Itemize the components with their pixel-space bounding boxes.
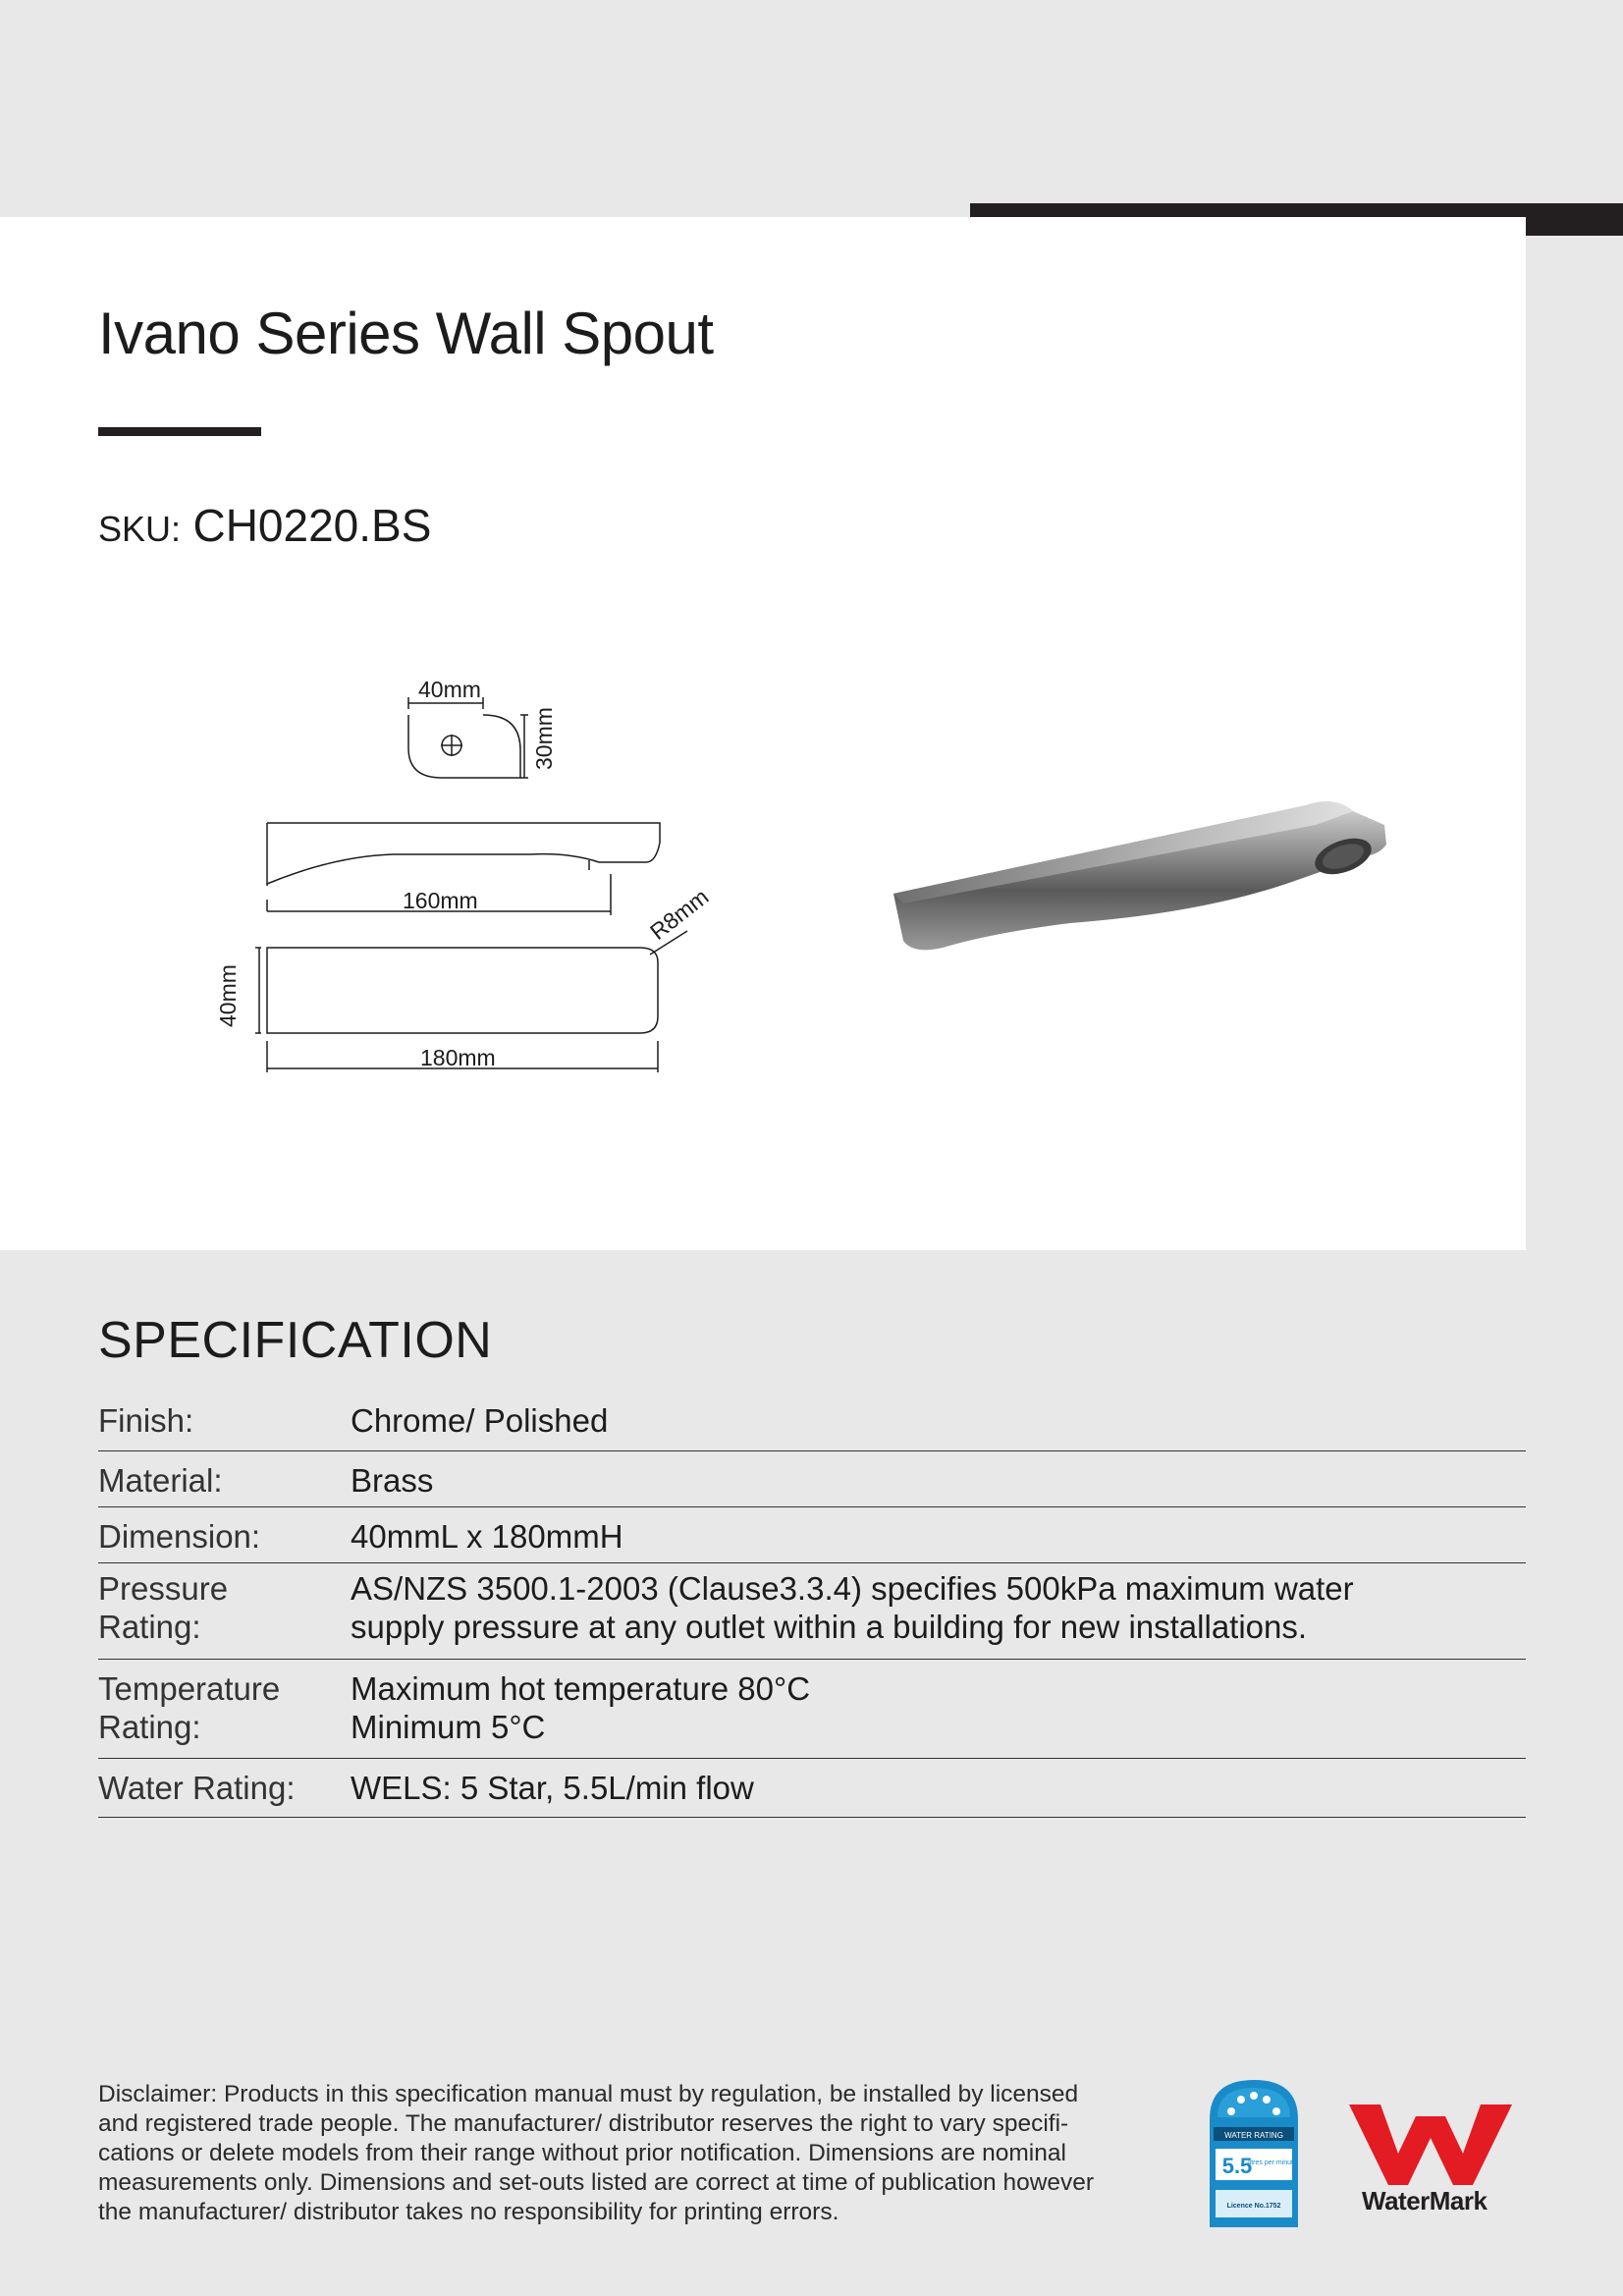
- title-underline: [98, 427, 261, 436]
- disclaimer: Disclaimer: Products in this specification manual must by regulation, be installed by licensed and registered trade people. The manufacturer/ distributor reserves the right to vary specifi- cations or delete models from their range without prior notification. Dimensions are nominal measurements only. Dimensions and set-outs listed are correct at time of publication however the manufacturer/ distributor takes no responsibility for printing errors.: [98, 2081, 1095, 2225]
- spec-label: Finish:: [98, 1402, 194, 1439]
- spec-value: WELS: 5 Star, 5.5L/min flow: [351, 1770, 754, 1806]
- watermark-name: WaterMark: [1362, 2186, 1488, 2215]
- product-image: [874, 776, 1404, 1002]
- dim-side-length: 160mm: [403, 888, 478, 913]
- sku-label: SKU:: [98, 509, 182, 549]
- dim-end-width: 40mm: [418, 677, 481, 702]
- sku-value: CH0220.BS: [192, 500, 432, 551]
- sku-line: [98, 499, 431, 552]
- spec-value: 40mmL x 180mmH: [351, 1518, 623, 1555]
- dim-end-height: 30mm: [531, 707, 557, 770]
- wels-header: WATER RATING: [1224, 2131, 1283, 2140]
- wels-unit: litres per minute: [1248, 2159, 1297, 2166]
- wels-value: 5.5: [1221, 2154, 1253, 2178]
- spec-row-dimension: [98, 1507, 1526, 1563]
- wels-licence: Licence No.1752: [1226, 2203, 1281, 2210]
- spec-row-material: [98, 1451, 1526, 1507]
- spec-label: Material:: [98, 1462, 223, 1499]
- spec-label: Dimension:: [98, 1518, 261, 1555]
- technical-drawing: [196, 668, 746, 1080]
- spec-row-pressure: [98, 1563, 1526, 1660]
- spec-row-temperature: [98, 1660, 1526, 1759]
- spec-value: Maximum hot temperature 80°C Minimum 5°C: [351, 1670, 811, 1745]
- specification-table: [98, 1401, 1526, 1818]
- dim-top-length: 180mm: [420, 1045, 496, 1070]
- product-title: Ivano Series Wall Spout: [98, 301, 714, 366]
- dim-top-width: 40mm: [215, 964, 241, 1027]
- spec-row-water-rating: [98, 1759, 1526, 1818]
- header-band: [0, 0, 1623, 217]
- spec-row-finish: [98, 1401, 1526, 1451]
- spec-value: Chrome/ Polished: [351, 1402, 609, 1439]
- spec-label: Water Rating:: [98, 1770, 296, 1806]
- specification-heading: SPECIFICATION: [98, 1312, 493, 1369]
- wels-rating-badge-icon: [1210, 2080, 1298, 2227]
- spec-label: Temperature Rating:: [98, 1670, 281, 1745]
- spec-value: Brass: [351, 1462, 434, 1499]
- spec-label: Pressure Rating:: [98, 1570, 229, 1645]
- dim-radius: R8mm: [645, 883, 714, 945]
- spec-value: AS/NZS 3500.1-2003 (Clause3.3.4) specifies 500kPa maximum water supply pressure at any outlet within a building for new installations.: [351, 1570, 1354, 1645]
